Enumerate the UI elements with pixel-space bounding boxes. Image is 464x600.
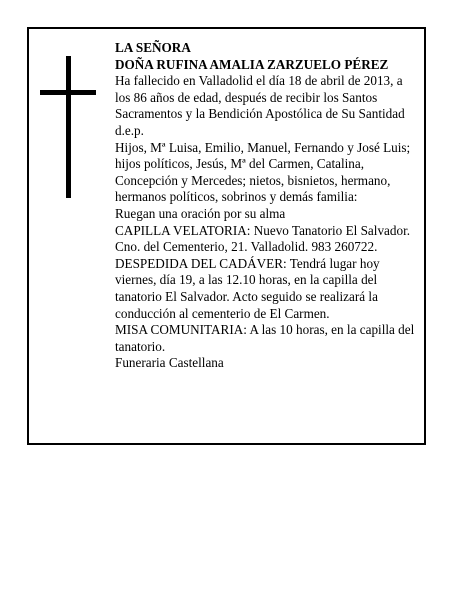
wake-location: CAPILLA VELATORIA: Nuevo Tanatorio El Salvador. Cno. del Cementerio, 21. Valladolid. 983 260722. xyxy=(115,222,411,255)
cross-vertical-bar xyxy=(66,56,71,198)
mass-details: MISA COMUNITARIA: A las 10 horas, en la capilla del tanatorio. xyxy=(115,322,415,354)
deceased-name: DOÑA RUFINA AMALIA ZARZUELO PÉREZ xyxy=(115,56,389,72)
latin-cross-icon xyxy=(40,56,96,198)
family-list: Hijos, Mª Luisa, Emilio, Manuel, Fernando y José Luis; hijos políticos, Jesús, Mª del Carmen, Catalina, Concepción y Mercedes; nietos, bisnietos, hermano, hermanos políticos, sobrinos y demás familia: xyxy=(115,139,411,205)
obituary-text xyxy=(115,40,421,372)
death-announcement: Ha fallecido en Valladolid el día 18 de abril de 2013, a los 86 años de edad, después de recibir los Santos Sacramentos y la Bendición Apostólica de Su Santidad d.e.p. xyxy=(115,73,405,138)
notice-heading: LA SEÑORA xyxy=(115,40,191,55)
cross-horizontal-bar xyxy=(40,90,96,95)
obituary-notice xyxy=(27,27,426,445)
prayer-request: Ruegan una oración por su alma xyxy=(115,205,286,221)
funeral-home: Funeraria Castellana xyxy=(115,355,224,371)
farewell-details: DESPEDIDA DEL CADÁVER: Tendrá lugar hoy viernes, día 19, a las 12.10 horas, en la capilla del tanatorio El Salvador. Acto seguido se realizará la conducción al cementerio de El Carmen. xyxy=(115,255,380,321)
